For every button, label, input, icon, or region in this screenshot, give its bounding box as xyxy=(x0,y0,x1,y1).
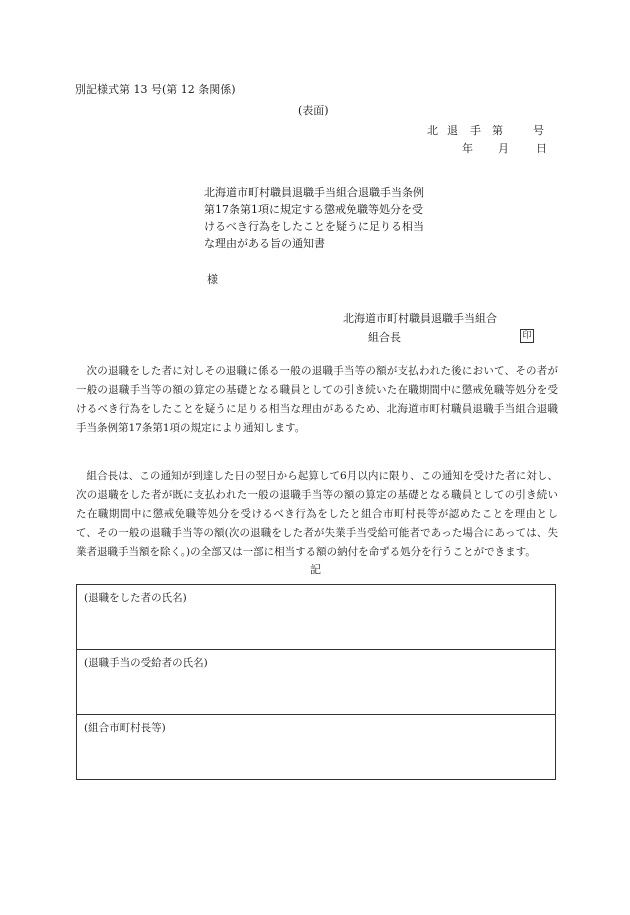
recipient-honorific: 様 xyxy=(207,273,218,286)
title-line: 第17条第1項に規定する懲戒免職等処分を受 xyxy=(204,203,423,216)
doc-number-part: 北 xyxy=(427,124,438,137)
table-cell-mayor: (組合市町村長等) xyxy=(77,715,556,780)
document-title xyxy=(204,184,460,252)
table-row xyxy=(77,585,556,650)
doc-number-part: 号 xyxy=(533,124,544,137)
doc-number-blank xyxy=(519,124,533,137)
sender-organization: 北海道市町村職員退職手当組合 xyxy=(343,312,497,325)
doc-number-part: 退 xyxy=(447,124,458,137)
date-month: 月 xyxy=(498,142,509,155)
seal-mark: 印 xyxy=(520,329,534,343)
body-paragraph-1: 次の退職をした者に対しその退職に係る一般の退職手当等の額が支払われた後において、その者が一般の退職手当等の額の算定の基礎となる職員としての引き続いた在職期間中に懲戒免職等処分を受けるべき行為をしたことを疑うに足りる相当な理由があるため、北海道市町村職員退職手当組合退職手当条例第17条第1項の規定により通知します。 xyxy=(76,365,558,434)
title-line: けるべき行為をしたことを疑うに足りる相当 xyxy=(204,220,424,233)
title-line: 北海道市町村職員退職手当組合退職手当条例 xyxy=(204,186,424,199)
table-cell-recipient-name: (退職手当の受給者の氏名) xyxy=(77,650,556,715)
date-year: 年 xyxy=(462,142,473,155)
sender-title: 組合長 xyxy=(368,331,401,344)
doc-number-part: 手 xyxy=(470,124,481,137)
document-number xyxy=(427,124,544,137)
ki-label: 記 xyxy=(310,563,321,576)
title-line: な理由がある旨の通知書 xyxy=(204,237,325,250)
doc-number-part: 第 xyxy=(492,124,503,137)
table-row xyxy=(77,650,556,715)
table-row xyxy=(77,715,556,780)
form-number: 別記様式第 13 号(第 12 条関係) xyxy=(75,83,236,96)
side-label: (表面) xyxy=(298,104,329,117)
document-date xyxy=(462,142,547,155)
body-paragraph-2: 組合長は、この通知が到達した日の翌日から起算して6月以内に限り、この通知を受けた者に対し、次の退職をした者が既に支払われた一般の退職手当等の額の算定の基礎となる職員としての引き続いた在職期間中に懲戒免職等処分を受けるべき行為をしたと組合市町村長等が認めたことを理由として、その一般の退職手当等の額(次の退職をした者が失業手当受給可能者であった場合にあっては、失業者退職手当額を除く。)の全部又は一部に相当する額の納付を命ずる処分を行うことができます。 xyxy=(76,470,558,558)
date-day: 日 xyxy=(536,142,547,155)
table-cell-retiree-name: (退職をした者の氏名) xyxy=(77,585,556,650)
info-table xyxy=(76,584,556,780)
